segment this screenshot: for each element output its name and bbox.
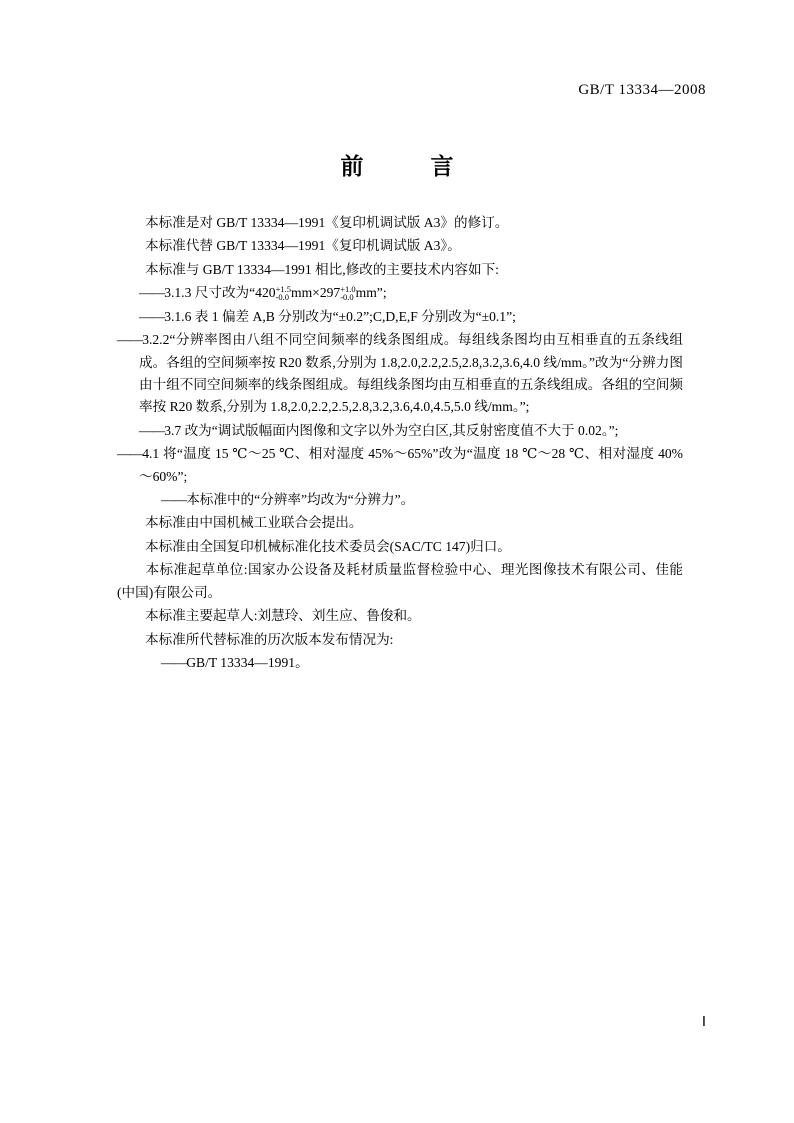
tolerance-lower-2: -0.0 — [340, 292, 354, 303]
paragraph — [117, 259, 683, 281]
tolerance-fraction — [276, 285, 291, 302]
paragraph — [117, 235, 683, 257]
list-item-text: GB/T 13334—1991。 — [186, 655, 309, 671]
paragraph-text: 本标准主要起草人:刘慧玲、刘生应、鲁俊和。 — [145, 608, 421, 624]
list-item — [117, 329, 683, 419]
list-item — [117, 443, 683, 488]
list-item — [117, 306, 683, 328]
page-number: Ⅰ — [701, 1015, 706, 1030]
tolerance-upper: +1.5 — [275, 283, 291, 294]
list-item-text: 3.1.6 表 1 偏差 A,B 分别改为“±0.2”;C,D,E,F 分别改为“±0.1”; — [164, 308, 516, 324]
paragraph — [117, 629, 683, 651]
list-item-text: 本标准中的“分辨率”均改为“分辨力”。 — [186, 492, 415, 508]
tolerance-upper-2: +1.0 — [340, 283, 356, 294]
list-item-text: 3.2.2“分辨率图由八组不同空间频率的线条图组成。每组线条图均由互相垂直的五条线组成。各组的空间频率按 R20 数系,分别为 1.8,2.0,2.2,2.5,2.8,3.2,3.6,4.0 线/mm。”改为“分辨力图由十组不同空间频率的线条图组成。每组线条图均由互相垂直的五条线组成。各组的空间频率按 R20 数系,分别为 1.8,2.0,2.2,2.5,2.8,3.2,3.6,4.0,4.5,5.0 线/mm。”; — [139, 332, 683, 415]
paragraph-text: 本标准由全国复印机械标准化技术委员会(SAC/TC 147)归口。 — [145, 538, 511, 554]
paragraph — [117, 605, 683, 627]
paragraph — [117, 559, 683, 604]
paragraph-text: 本标准代替 GB/T 13334—1991《复印机调试版 A3》。 — [145, 238, 461, 254]
paragraph — [117, 536, 683, 558]
paragraph-text: 本标准起草单位:国家办公设备及耗材质量监督检验中心、理光图像技术有限公司、佳能(中国)有限公司。 — [117, 562, 683, 600]
list-item — [117, 420, 683, 442]
paragraph-text: 本标准由中国机械工业联合会提出。 — [145, 515, 363, 531]
paragraph — [117, 212, 683, 234]
list-item-text: 4.1 将“温度 15 ℃～25 ℃、相对湿度 45%～65%”改为“温度 18 ℃～28 ℃、相对湿度 40%～60%”; — [139, 446, 683, 484]
list-item-dash: —— — [161, 492, 187, 508]
list-item-dash: —— — [139, 422, 165, 438]
page-header-standard-code: GB/T 13334—2008 — [578, 82, 706, 98]
tolerance-lower: -0.0 — [275, 292, 290, 303]
list-item-text-after: mm”; — [355, 285, 387, 301]
page-title: 前 言 — [340, 153, 476, 180]
list-item-dash: —— — [117, 446, 143, 462]
foreword-body — [117, 212, 683, 675]
list-item — [117, 652, 683, 674]
list-item-text-mid: mm×297 — [291, 285, 341, 301]
list-item — [117, 282, 683, 304]
paragraph-text: 本标准是对 GB/T 13334—1991《复印机调试版 A3》的修订。 — [145, 215, 509, 230]
paragraph-text: 本标准所代替标准的历次版本发布情况为: — [145, 631, 394, 647]
list-item-dash: —— — [139, 285, 165, 301]
list-item-dash: —— — [139, 308, 165, 324]
list-item-text: 3.1.3 尺寸改为“420 — [164, 285, 276, 301]
list-item-dash: —— — [117, 332, 143, 348]
list-item-text: 3.7 改为“调试版幅面内图像和文字以外为空白区,其反射密度值不大于 0.02。”; — [164, 422, 619, 438]
list-item — [117, 489, 683, 511]
tolerance-fraction-2 — [340, 285, 355, 302]
paragraph-text: 本标准与 GB/T 13334—1991 相比,修改的主要技术内容如下: — [145, 261, 499, 277]
paragraph — [117, 512, 683, 534]
list-item-dash: —— — [161, 655, 187, 671]
